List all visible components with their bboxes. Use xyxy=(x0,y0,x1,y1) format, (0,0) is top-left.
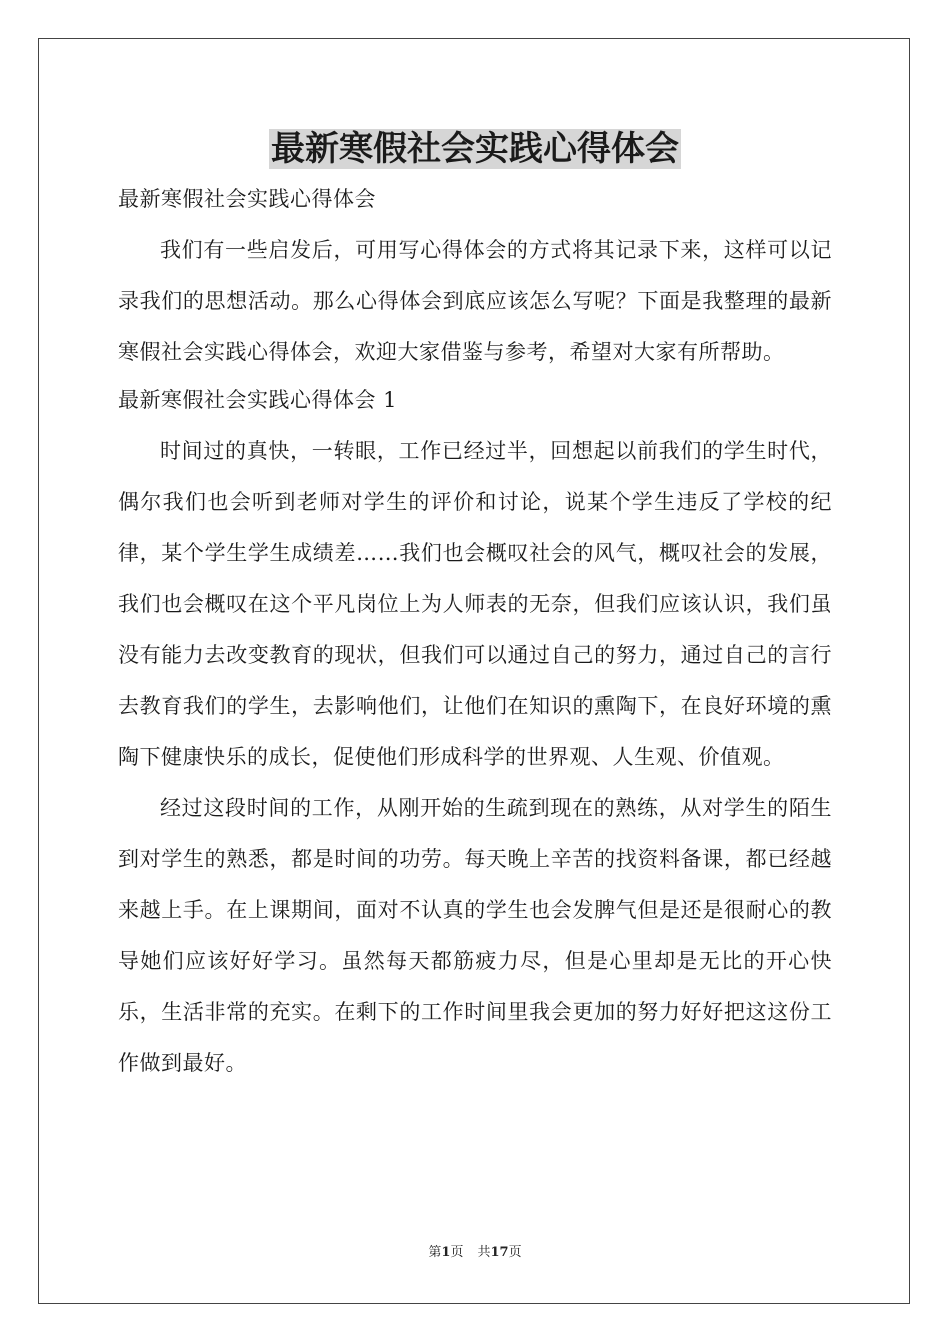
document-title xyxy=(0,126,950,172)
total-prefix: 共 xyxy=(477,1245,491,1260)
total-page-count: 17 xyxy=(490,1245,509,1260)
page-footer xyxy=(0,1244,950,1262)
total-suffix: 页 xyxy=(508,1245,522,1260)
document-body xyxy=(118,177,832,1089)
intro-paragraph: 我们有一些启发后，可用写心得体会的方式将其记录下来，这样可以记录我们的思想活动。那么心得体会到底应该怎么写呢？下面是我整理的最新寒假社会实践心得体会，欢迎大家借鉴与参考，希望对大家有所帮助。 xyxy=(118,238,832,364)
body-paragraph: 经过这段时间的工作，从刚开始的生疏到现在的熟练，从对学生的陌生到对学生的熟悉，都是时间的功劳。每天晚上辛苦的找资料备课，都已经越来越上手。在上课期间，面对不认真的学生也会发脾气但是还是很耐心的教导她们应该好好学习。虽然每天都筋疲力尽，但是心里却是无比的开心快乐，生活非常的充实。在剩下的工作时间里我会更加的努力好好把这这份工作做到最好。 xyxy=(118,796,832,1075)
current-page-number: 1 xyxy=(441,1245,451,1260)
document-title-text: 最新寒假社会实践心得体会 xyxy=(271,129,679,169)
body-paragraph: 时间过的真快，一转眼，工作已经过半，回想起以前我们的学生时代，偶尔我们也会听到老师对学生的评价和讨论，说某个学生违反了学校的纪律，某个学生学生成绩差……我们也会概叹社会的风气，概叹社会的发展，我们也会概叹在这个平凡岗位上为人师表的无奈，但我们应该认识，我们虽没有能力去改变教育的现状，但我们可以通过自己的努力，通过自己的言行去教育我们的学生，去影响他们，让他们在知识的熏陶下，在良好环境的熏陶下健康快乐的成长，促使他们形成科学的世界观、人生观、价值观。 xyxy=(118,439,832,769)
page-suffix: 页 xyxy=(450,1245,464,1260)
document-subtitle: 最新寒假社会实践心得体会 xyxy=(118,187,376,211)
page-prefix: 第 xyxy=(428,1245,442,1260)
section-heading: 最新寒假社会实践心得体会 1 xyxy=(118,388,398,412)
